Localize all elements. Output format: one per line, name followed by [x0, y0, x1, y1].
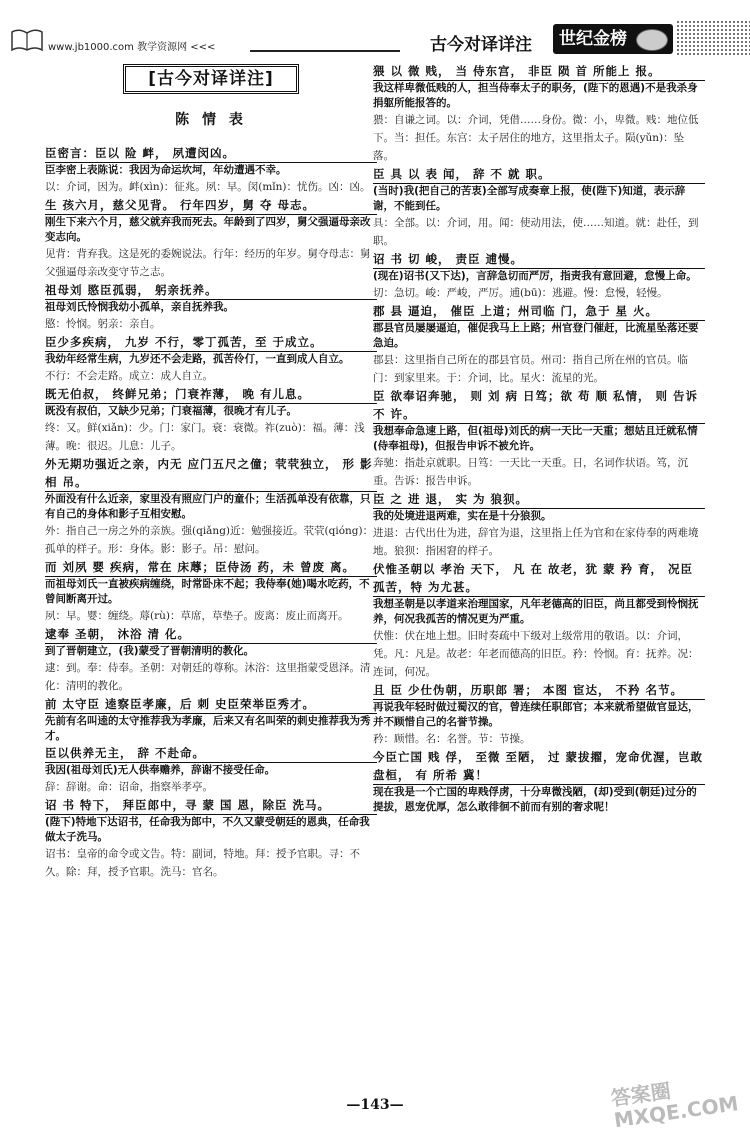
annotated-sentence — [45, 144, 377, 196]
annotation-note: 猥：自谦之词。以：介词，凭借……身份。微：小，卑微。贱：地位低下。当：担任。东宫：太子居住的地方，这里指太子。陨(yǔn)：坠落。 — [373, 114, 699, 162]
header-title: 古今对译详注 — [430, 35, 532, 55]
original-text-line: 祖母刘 愍臣孤弱， 躬亲抚养。 — [45, 281, 377, 300]
dot-pattern-decoration — [676, 20, 750, 56]
annotation-note: 切：急切。峻：严峻，严厉。逋(bū)：逃避。慢：怠慢，轻慢。 — [373, 287, 668, 299]
original-text-line: 臣 之 进 退， 实 为 狼狈。 — [373, 490, 705, 509]
translation-line: 既没有叔伯，又缺少兄弟；门衰福薄，很晚才有儿子。 — [45, 405, 297, 417]
original-text-line: 既无伯叔， 终鲜兄弟；门衰祚薄， 晚 有儿息。 — [45, 385, 377, 404]
annotated-sentence — [373, 387, 705, 490]
annotated-sentence — [45, 385, 377, 455]
original-text-line: 郡 县 逼迫， 催臣 上道；州司临 门，急于 星 火。 — [373, 302, 705, 321]
annotated-sentence — [45, 333, 377, 385]
translation-line: 我幼年经常生病，九岁还不会走路，孤苦伶仃，一直到成人自立。 — [45, 353, 350, 365]
original-text-line: 猥 以 微 贱， 当 侍东宫， 非臣 陨 首 所能上 报。 — [373, 62, 705, 81]
watermark-logo: 答案圈 MXQE.COM — [609, 1078, 740, 1133]
left-column — [45, 62, 377, 881]
annotated-sentence — [45, 196, 377, 281]
translation-line: 再说我年轻时做过蜀汉的官，曾连续任职郎官；本来就希望做官显达，并不顾惜自己的名誉节操。 — [373, 701, 699, 728]
brand-name: 世纪金榜 — [559, 29, 627, 49]
annotation-note: 外：指自己一房之外的亲族。强(qiǎng)近：勉强接近。茕茕(qióng)：孤单的样子。形：身体。影：影子。吊：慰问。 — [45, 525, 374, 555]
annotated-sentence — [45, 455, 377, 558]
brand-badge — [553, 24, 673, 54]
translation-line: 我想圣朝是以孝道来治理国家，凡年老德高的旧臣，尚且都受到怜悯抚养，何况我孤苦的情况更为严重。 — [373, 598, 699, 625]
right-column — [373, 62, 705, 815]
header-rule — [250, 50, 400, 52]
annotated-sentence — [45, 281, 377, 333]
annotation-note: 以：介词，因为。衅(xìn)：征兆。夙：早。闵(mǐn)：忧伤。凶：凶。 — [45, 181, 371, 193]
annotation-note: 愍：怜悯。躬亲：亲自。 — [45, 318, 161, 330]
annotated-sentence — [373, 250, 705, 302]
original-text-line: 臣密言：臣以 险 衅， 夙遭闵凶。 — [45, 144, 377, 163]
translation-line: (现在)诏书(又下达)，言辞急切而严厉，指责我有意回避，怠慢上命。 — [373, 270, 697, 282]
translation-line: (陛下)特地下达诏书，任命我为郎中，不久又蒙受朝廷的恩典，任命我做太子洗马。 — [45, 816, 370, 843]
original-text-line: 而 刘夙 婴 疾病，常在 床蓐；臣侍汤 药，未 曾废 离。 — [45, 558, 377, 577]
page-number: —143— — [346, 1097, 404, 1113]
annotation-note: 见背：背弃我。这是死的委婉说法。行年：经历的年岁。舅夺母志：舅父强逼母亲改变守节之志。 — [45, 248, 371, 278]
translation-line: 我想奉命急速上路，但(祖母)刘氏的病一天比一天重；想姑且迁就私情(侍奉祖母)，但报告申诉不被允许。 — [373, 425, 698, 452]
annotated-sentence — [45, 796, 377, 881]
annotation-note: 终：又。鲜(xiǎn)：少。门：家门。衰：衰微。祚(zuò)：福。薄：浅薄。晚：很迟。儿息：儿子。 — [45, 422, 365, 452]
annotated-sentence — [373, 560, 705, 681]
page-header — [0, 0, 750, 56]
section-title: [古今对译详注] — [123, 64, 299, 94]
annotated-sentence — [373, 165, 705, 250]
brand-logo-icon — [636, 29, 668, 51]
piece-title: 陈 情 表 — [175, 112, 247, 128]
annotation-note: 进退：古代出仕为进，辞官为退，这里指上任为官和在家侍奉的两难境地。狼狈：指困窘的样子。 — [373, 527, 699, 557]
translation-line: 刚生下来六个月，慈父就弃我而死去。年龄到了四岁，舅父强逼母亲改变志向。 — [45, 216, 371, 243]
translation-line: 祖母刘氏怜悯我幼小孤单，亲自抚养我。 — [45, 301, 234, 313]
left-entries — [45, 144, 377, 881]
translation-line: 外面没有什么近亲，家里没有照应门户的童仆；生活孤单没有依靠，只有自己的身体和影子互相安慰。 — [45, 493, 371, 520]
translation-line: 到了晋朝建立，(我)蒙受了晋朝清明的教化。 — [45, 645, 255, 657]
original-text-line: 伏惟圣朝以 孝治 天下， 凡 在 故老，犹 蒙 矜 育， 况臣 孤苦，特 为尤甚。 — [373, 560, 705, 597]
translation-line: 现在我是一个亡国的卑贱俘虏，十分卑微浅陋，(却)受到(朝廷)过分的提拔，恩宠优厚，怎么敢徘徊不前而有别的奢求呢！ — [373, 786, 697, 813]
open-book-icon — [10, 28, 44, 52]
original-text-line: 外无期功强近之亲，内无 应门五尺之僮；茕茕独立， 形 影 相 吊。 — [45, 455, 377, 492]
original-text-line: 诏 书 特下， 拜臣郎中，寻 蒙 国 恩，除臣 洗马。 — [45, 796, 377, 815]
annotated-sentence — [45, 695, 377, 744]
annotated-sentence — [373, 62, 705, 165]
original-text-line: 臣以供养无主， 辞 不赴命。 — [45, 744, 377, 763]
original-text-line: 今臣亡国 贱 俘， 至微 至陋， 过 蒙拔擢，宠命优渥，岂敢 盘桓， 有 所希 冀！ — [373, 748, 705, 785]
translation-line: 我这样卑微低贱的人，担当侍奉太子的职务，(陛下的恩遇)不是我杀身捐躯所能报答的。 — [373, 82, 698, 109]
annotated-sentence — [373, 490, 705, 560]
annotation-note: 夙：早。婴：缠绕。蓐(rù)：草席，草垫子。废离：废止而离开。 — [45, 610, 349, 622]
annotation-note: 诏书：皇帝的命令或文告。特：副词，特地。拜：授予官职。寻：不久。除：拜，授予官职。洗马：官名。 — [45, 848, 360, 878]
annotation-note: 郡县：这里指自己所在的郡县官员。州司：指自己所在州的官员。临门：到家里来。于：介词，比。星火：流星的光。 — [373, 354, 688, 384]
right-entries — [373, 62, 705, 815]
original-text-line: 生 孩六月，慈父见背。 行年四岁，舅 夺 母志。 — [45, 196, 377, 215]
annotated-sentence — [45, 625, 377, 695]
original-text-line: 臣少多疾病， 九岁 不行，零丁孤苦，至 于成立。 — [45, 333, 377, 352]
annotated-sentence — [373, 681, 705, 748]
annotation-note: 辞：辞谢。命：诏命，指察举孝亭。 — [45, 781, 213, 793]
annotated-sentence — [45, 744, 377, 796]
annotation-note: 不行：不会走路。成立：成人自立。 — [45, 370, 213, 382]
original-text-line: 臣 欲奉诏奔驰， 则 刘 病 日笃；欲 苟 顺 私情， 则 告诉 不 许。 — [373, 387, 705, 424]
translation-line: 而祖母刘氏一直被疾病缠绕，时常卧床不起；我侍奉(她)喝水吃药，不曾间断离开过。 — [45, 578, 370, 605]
annotation-note: 逮：到。奉：侍奉。圣朝：对朝廷的尊称。沐浴：这里指蒙受恩泽。清化：清明的教化。 — [45, 662, 371, 692]
annotated-sentence — [373, 748, 705, 815]
original-text-line: 诏 书 切 峻， 责臣 逋慢。 — [373, 250, 705, 269]
translation-line: 先前有名叫逵的太守推荐我为孝廉，后来又有名叫荣的刺史推荐我为秀才。 — [45, 715, 371, 742]
annotated-sentence — [45, 558, 377, 625]
site-url: www.jb1000.com 教学资源网 <<< — [48, 42, 216, 53]
translation-line: 我因(祖母刘氏)无人供奉赡养，辞谢不接受任命。 — [45, 764, 276, 776]
original-text-line: 臣 具 以 表 闻， 辞 不 就 职。 — [373, 165, 705, 184]
original-text-line: 前 太守臣 逵察臣孝廉，后 刺 史臣荣举臣秀才。 — [45, 695, 377, 714]
translation-line: (当时)我(把自己的苦衷)全部写成奏章上报，使(陛下)知道，表示辞谢，不能到任。 — [373, 185, 686, 212]
translation-line: 郡县官员屡屡逼迫，催促我马上上路；州官登门催赶，比流星坠落还要急迫。 — [373, 322, 699, 349]
translation-line: 臣李密上表陈说：我因为命运坎坷，年幼遭遇不幸。 — [45, 164, 287, 176]
annotation-note: 奔驰：指赴京就职。日笃：一天比一天重。日，名词作状语。笃，沉重。告诉：报告申诉。 — [373, 457, 688, 487]
annotation-note: 伏惟：伏在地上想。旧时奏疏中下级对上级常用的敬语。以：介词，凭。凡：凡是。故老：年老而德高的旧臣。矜：怜悯。育：抚养。况：连词，何况。 — [373, 630, 699, 678]
original-text-line: 逮奉 圣朝， 沐浴 清 化。 — [45, 625, 377, 644]
annotation-note: 具：全部。以：介词，用。闻：使动用法，使……知道。就：赴任，到职。 — [373, 217, 699, 247]
annotated-sentence — [373, 302, 705, 387]
original-text-line: 且 臣 少仕伪朝，历职郎 署； 本图 宦达， 不矜 名节。 — [373, 681, 705, 700]
annotation-note: 矜：顾惜。名：名誉。节：节操。 — [373, 733, 531, 745]
translation-line: 我的处境进退两难，实在是十分狼狈。 — [373, 510, 552, 522]
